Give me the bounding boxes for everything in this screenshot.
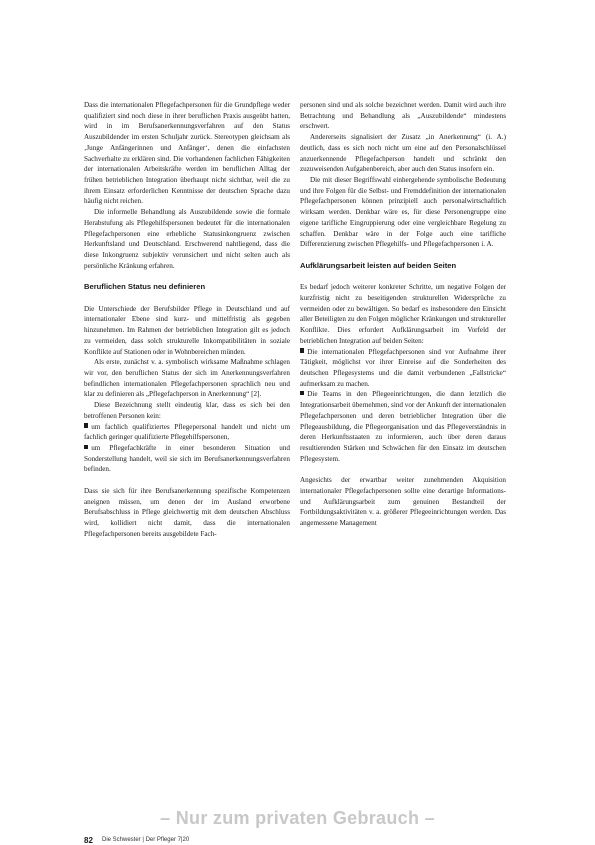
right-column — [300, 100, 506, 529]
bullet-square-icon — [84, 423, 88, 427]
paragraph: Die mit dieser Begriffswahl einhergehende symbolische Bedeutung und ihre Folgen für die Selbst- und Fremddefinition der internationalen Pflegefachpersonen können prinzipiell auch personalwirtschaftlich wirksam werden. Denkbar wäre es, für diese Personengruppe eine eigene tarifliche Eingruppierung oder eine vergleichbare Regelung zu schaffen. Denkbar wäre in der Folge auch eine tarifliche Differenzierung zwischen Pflegehilfs- und Pflegefachpersonen i. A. — [300, 176, 506, 249]
bullet-item — [84, 422, 290, 443]
paragraph: Es bedarf jedoch weiterer konkreter Schritte, um negative Folgen der kurzfristig nicht zu beseitigenden strukturellen Widersprüche zu vermeiden oder zu bewältigen. So bedarf es insbesondere den Einsicht aller Beteiligten zu den Folgen möglicher Kränkungen und struktureller Konflikte. Dies erfordert Aufklärungsarbeit im Vorfeld der betrieblichen Integration auf beiden Seiten: — [300, 283, 506, 345]
bullet-text: um fachlich qualifiziertes Pflegepersonal handelt und nicht um fachlich geringer qualifizierte Pflegehilfspersonen, — [84, 422, 290, 442]
paragraph: Dass die internationalen Pflegefachpersonen für die Grundpflege weder qualifiziert sind noch diese in ihrer beruflichen Praxis ausgeübt hatten, wird in im Berufsanerkennungsverfahren auf den Status Auszubildender im ersten Schuljahr zurück. Stereotypen gleichsam als ‚Junge Anfängerinnen und Anfänger‘, denen die einfachsten Sachverhalte zu erklären sind. Die vorhandenen fachlichen Fähigkeiten der internationalen Arbeitskräfte werden im beruflichen Alltag der frühen betrieblichen Integration überhaupt nicht sichtbar, weil die zu ihrem Einsatz erforderlichen Kenntnisse der deutschen Sprache dazu häufig nicht reichen. — [84, 101, 290, 206]
paragraph: Andererseits signalisiert der Zusatz „in Anerkennung“ (i. A.) deutlich, dass es sich noch nicht um eine auf den Personalschlüssel anzuerkennende Pflegefachperson handelt und schränkt den zuzuweisenden Aufgabenbereich, aber auch den Status insofern ein. — [300, 133, 506, 174]
bullet-item — [300, 347, 506, 390]
paragraph: Die informelle Behandlung als Auszubildende sowie die formale Herabstufung als Pflegehilfspersonen bedeutet für die internationalen Pflegefachpersonen eine erhebliche Statusinkongruenz zwischen Herkunftsland und Deutschland. Erschwerend nahtliegend, dass die diese Inkongruenz subjektiv verunsichert und nicht selten auch als persönliche Kränkung erfahren. — [84, 208, 290, 270]
paragraph: Dass sie sich für ihre Berufsanerkennung spezifische Kompetenzen aneignen müssen, um denen der im Ausland erworbene Berufsabschluss in Pflege gleichwertig mit dem deutschen Abschluss wird, kollidiert nicht damit, dass die internationalen Pflegefachpersonen bereits ausgebildete Fach- — [84, 486, 290, 538]
paragraph: Die Unterschiede der Berufsbilder Pflege in Deutschland und auf internationaler Ebene sind kurz- und mittelfristig als gegeben hinzunehmen. Im Rahmen der betrieblichen Integration gilt es jedoch zu vermeiden, dass solch strukturelle Inkompatibilitäten in soziale Konflikte auf Stationen oder in Wohnbereichen münden. — [84, 304, 290, 356]
bullet-square-icon — [300, 391, 304, 395]
bullet-item — [84, 443, 290, 475]
bullet-text: Die internationalen Pflegefachpersonen sind vor Aufnahme ihrer Tätigkeit, möglichst vor ihrer Einreise auf die Sonderheiten des deutschen Pflegesystems und die damit verbundenen „Fallstricke“ aufmerksam zu machen. — [300, 347, 506, 388]
paragraph: Angesichts der erwartbar weiter zunehmenden Akquisition internationaler Pflegefachpersonen sollte eine derartige Informations- und Aufklärungsarbeit zum genuinen Bestandteil der Fortbildungsaktivitäten v. a. größerer Pflegeeinrichtungen werden. Das angemessene Management — [300, 476, 506, 528]
watermark: – Nur zum privaten Gebrauch – — [160, 808, 435, 828]
footer-source: Die Schwester | Der Pfleger 7|20 — [102, 837, 190, 843]
left-column — [84, 100, 290, 539]
paragraph: Als erste, zunächst v. a. symbolisch wirksame Maßnahme schlagen wir vor, den beruflichen Status der sich im Anerkennungsverfahren befindlichen internationalen Pflegefachpersonen sprachlich neu und klar zu definieren als „Pflegefachperson in Anerkennung“ [2]. — [84, 358, 290, 399]
bullet-square-icon — [300, 348, 304, 352]
section-heading: Aufklärungsarbeit leisten auf beiden Seiten — [300, 260, 457, 270]
paragraph: Diese Bezeichnung stellt eindeutig klar, dass es sich bei den betroffenen Personen kein: — [84, 401, 290, 420]
page-number: 82 — [84, 836, 93, 845]
bullet-text: Die Teams in den Pflegeeinrichtungen, die dann letztlich die Integrationsarbeit übernehmen, sind vor der Ankunft der internationalen Pflegefachpersonen und deren betrieblicher Integration über die Pflegeausbildung, die Pflegeorganisation und das Pflegeverständnis in deren Herkunftsstaaten zu informieren, auch über deren daraus resultierenden Stärken und Schwächen für den Einsatz im deutschen Pflegesystem. — [300, 390, 506, 463]
section-heading: Beruflichen Status neu definieren — [84, 282, 206, 292]
bullet-text: um Pflegefachkräfte in einer besonderen Situation und Sonderstellung handelt, weil sie sich im Berufsanerkennungsverfahren befinden. — [84, 444, 290, 474]
paragraph: personen sind und als solche bezeichnet werden. Damit wird auch ihre Betrachtung und Behandlung als „Auszubildende“ mindestens erschwert. — [300, 101, 506, 131]
bullet-item — [300, 389, 506, 464]
bullet-square-icon — [84, 445, 88, 449]
